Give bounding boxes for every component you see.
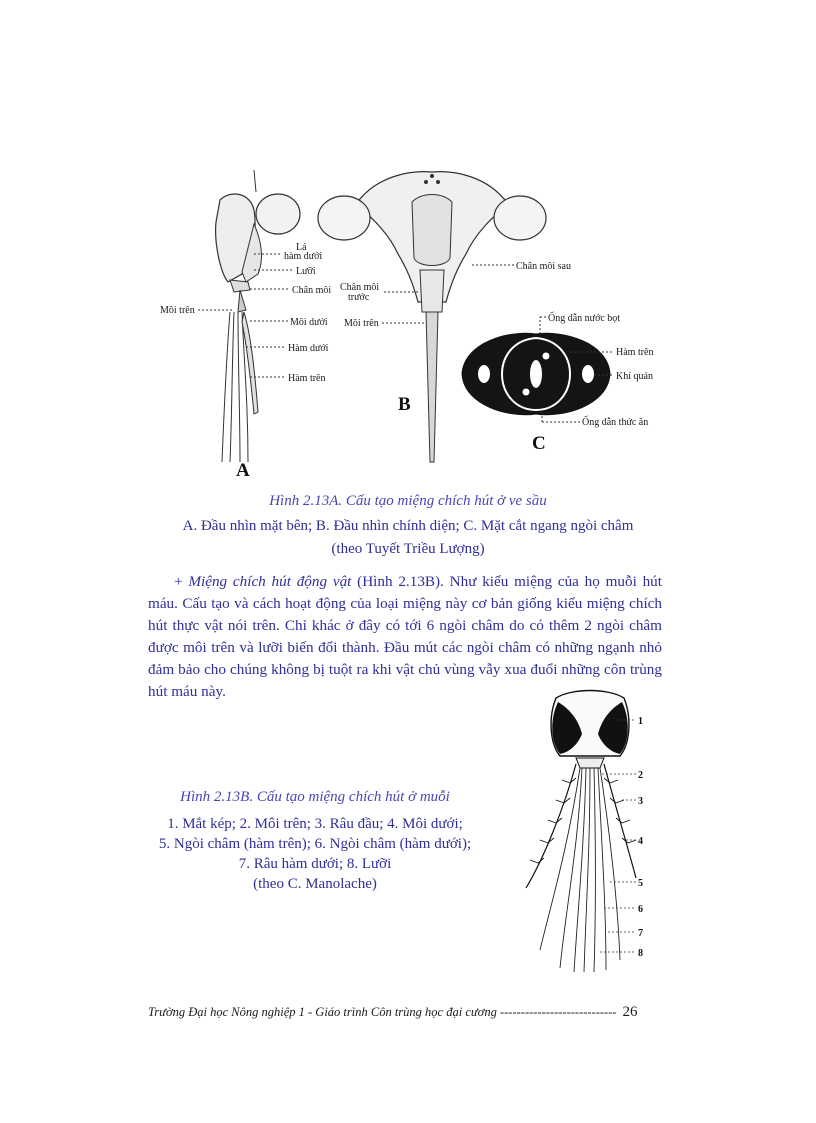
label-ham-tren-a: Hàm trên bbox=[288, 373, 326, 384]
figure-2-13b-caption-line2: 5. Ngòi châm (hàm trên); 6. Ngòi châm (hàm dưới); bbox=[158, 836, 472, 852]
mosquito-label-7: 7 bbox=[638, 928, 643, 939]
panel-letter-a: A bbox=[236, 460, 250, 481]
mosquito-label-6: 6 bbox=[638, 904, 643, 915]
body-paragraph bbox=[148, 571, 662, 703]
panel-letter-c: C bbox=[532, 433, 546, 454]
mosquito-label-8: 8 bbox=[638, 948, 643, 959]
label-chan-moi-truoc-1: Chân môi bbox=[340, 282, 380, 293]
mosquito-label-4: 4 bbox=[638, 836, 643, 847]
label-ham-tren-c: Hàm trên bbox=[616, 347, 654, 358]
label-moi-tren-a: Môi trên bbox=[160, 305, 195, 316]
label-chan-moi-truoc-2: trước bbox=[348, 292, 370, 303]
label-la-ham-duoi-1: Lá bbox=[296, 242, 307, 253]
label-la-ham-duoi-2: hàm dưới bbox=[284, 251, 323, 262]
figure-2-13b-caption-line4: (theo C. Manolache) bbox=[253, 876, 377, 892]
mosquito-label-2: 2 bbox=[638, 770, 643, 781]
mosquito-drawing bbox=[526, 691, 636, 973]
paragraph-lead: + bbox=[174, 573, 189, 590]
figure-2-13b-caption-line3: 7. Râu hàm dưới; 8. Lưỡi bbox=[238, 856, 392, 872]
panel-c-drawing bbox=[462, 333, 610, 414]
panel-b-drawing bbox=[318, 172, 546, 462]
label-ham-duoi-a: Hàm dưới bbox=[288, 343, 329, 354]
figure-2-13b-caption-line1: 1. Mắt kép; 2. Môi trên; 3. Râu đầu; 4. Môi dưới; bbox=[167, 816, 463, 832]
figure-2-13a-caption-line2: (theo Tuyết Triều Lượng) bbox=[331, 541, 485, 557]
mosquito-label-5: 5 bbox=[638, 878, 643, 889]
page-number: 26 bbox=[622, 1004, 638, 1020]
figure-2-13b-title: Hình 2.13B. Cấu tạo miệng chích hút ở muỗi bbox=[180, 789, 450, 805]
label-moi-tren-b: Môi trên bbox=[344, 318, 379, 329]
figure-2-13a bbox=[150, 162, 680, 490]
label-luoi: Lưỡi bbox=[296, 266, 316, 277]
label-chan-moi-sau: Chân môi sau bbox=[516, 261, 571, 272]
paragraph-text: (Hình 2.13B). Như kiểu miệng của họ muỗi hút máu. Cấu tạo và cách hoạt động của loại miệng này cơ bản giống kiểu miệng chích hút thực vật nói trên. Chỉ khác ở đây có tới 6 ngòi châm do có thêm 2 ngòi châm được môi trên và lưỡi biến đổi thành. Đầu mút các ngòi châm có những ngạnh nhỏ đảm bảo cho chúng không bị tuột ra khi vật chủ vùng vẫy xua đuổi những côn trùng hút máu này. bbox=[148, 573, 662, 700]
figure-2-13a-caption-line1: A. Đầu nhìn mặt bên; B. Đầu nhìn chính diện; C. Mặt cắt ngang ngòi châm bbox=[182, 518, 634, 534]
label-ong-dan-nuoc-bot: Ống dẫn nước bọt bbox=[548, 313, 621, 324]
panel-letter-b: B bbox=[398, 394, 411, 415]
label-khi-quan: Khí quản bbox=[616, 371, 653, 382]
label-ong-dan-thuc-an: Ống dẫn thức ăn bbox=[582, 417, 649, 428]
mosquito-label-3: 3 bbox=[638, 796, 643, 807]
paragraph-italic-term: Miệng chích hút động vật bbox=[188, 573, 352, 590]
mosquito-label-1: 1 bbox=[638, 716, 643, 727]
panel-a-drawing bbox=[216, 170, 300, 462]
footer-text: Trường Đại học Nông nghiệp 1 - Giáo trình Côn trùng học đại cương ---------------------------- bbox=[148, 1005, 617, 1019]
figure-2-13b bbox=[520, 688, 660, 978]
page-footer bbox=[148, 1004, 668, 1021]
label-chan-moi: Chân môi bbox=[292, 285, 332, 296]
figure-2-13a-title: Hình 2.13A. Cấu tạo miệng chích hút ở ve sầu bbox=[269, 493, 547, 509]
label-moi-duoi-a: Môi dưới bbox=[290, 317, 328, 328]
